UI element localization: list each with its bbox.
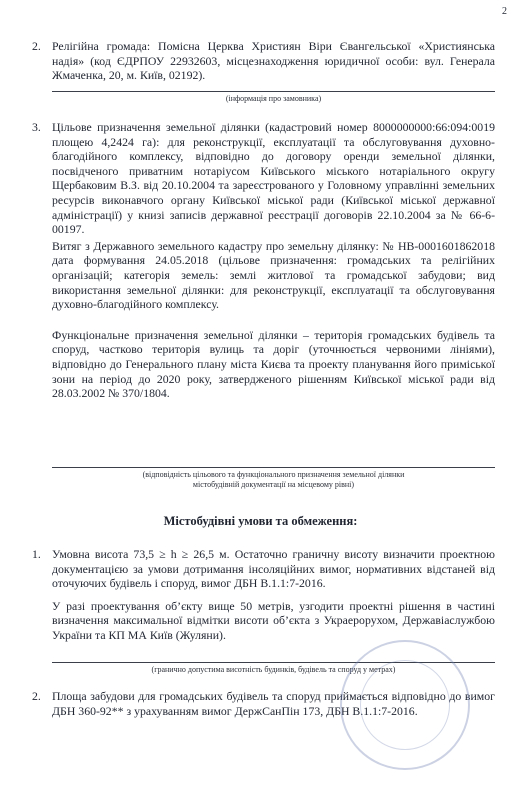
purpose-caption xyxy=(52,470,495,490)
condition-number: 1. xyxy=(32,547,41,561)
customer-info-text xyxy=(52,39,495,83)
page-number: 2 xyxy=(502,6,507,17)
item-number: 3. xyxy=(32,120,41,134)
item-number: 2. xyxy=(32,39,41,53)
customer-caption: (інформація про замовника) xyxy=(225,94,322,103)
purpose-caption-line: містобудівній документації на місцевому рівні) xyxy=(192,480,355,489)
divider-line xyxy=(52,662,495,663)
height-condition-paragraph: Умовна висота 73,5 ≥ h ≥ 26,5 м. Остаточно граничну висоту визначити проектною документацією за умови дотримання інсоляційних вимог, нормативних відстаней від оточуючих будівель і споруд, вимог ДБН В.1.1:7-2016. xyxy=(52,547,495,591)
height-caption: (гранично допустима висотність будинків, будівель та споруд у метрах) xyxy=(151,665,396,674)
height-approval-paragraph: У разі проектування об’єкту вище 50 метрів, узгодити проектні рішення в частині визначення максимальної відмітки висоти об’єкта з Украерорухом, Державіаслужбою України та КП МА Київ (Жуляни). xyxy=(52,598,495,642)
building-area-text xyxy=(52,689,495,718)
functional-purpose-paragraph: Функціональне призначення земельної ділянки – територія громадських будівель та споруд, частково територія вулиць та доріг (уточнюється червоними лініями), відповідно до Генерального плану міста Києва та проекту планування його приміської зони на період до 2020 року, затвердженого рішенням Київської міської ради від 28.03.2002 № 370/1804. xyxy=(52,327,495,401)
height-condition-text xyxy=(52,547,495,643)
section-heading: Містобудівні умови та обмеження: xyxy=(163,514,358,528)
building-area-paragraph: Площа забудови для громадських будівель та споруд приймається відповідно до вимог ДБН 360-92** з урахуванням вимог ДержСанПін 173, ДБН В.1.1:7-2016. xyxy=(52,689,495,718)
condition-number: 2. xyxy=(32,689,41,703)
divider-line xyxy=(52,91,495,92)
land-purpose-text xyxy=(52,120,495,401)
purpose-caption-line: (відповідність цільового та функціонального призначення земельної ділянки xyxy=(142,470,405,479)
divider-line xyxy=(52,467,495,468)
cadastre-extract-paragraph: Витяг з Державного земельного кадастру про земельну ділянку: № НВ-0001601862018 дата формування 24.05.2018 (цільове призначення: громадських та релігійних організацій; категорія земель: землі житлової та громадської забудови; вид використання земельної ділянки: для реконструкції, експлуатації та обслуговування духовно-благодійного комплексу. xyxy=(52,238,495,312)
customer-info-paragraph: Релігійна громада: Помісна Церква Християн Віри Євангельської «Християнська надія» (код ЄДРПОУ 22932603, місцезнаходження юридичної особи: вул. Генерала Жмаченка, 20, м. Київ, 02192). xyxy=(52,39,495,83)
land-purpose-paragraph: Цільове призначення земельної ділянки (кадастровий номер 8000000000:66:094:0019 площею 4,2424 га): для реконструкції, експлуатації та обслуговування духовно-благодійного комплексу, відповідно до договору оренди земельної ділянки, посвідченого приватним нотаріусом Київського міського нотаріального округу Щербаковим В.З. від 20.10.2004 та зареєстрованого у Головному управлінні земельних ресурсів виконавчого органу Київської міської ради (Київської міської державної адміністрації) у книзі записів державної реєстрації договорів 22.10.2004 за № 66-6-00197. xyxy=(52,120,495,237)
